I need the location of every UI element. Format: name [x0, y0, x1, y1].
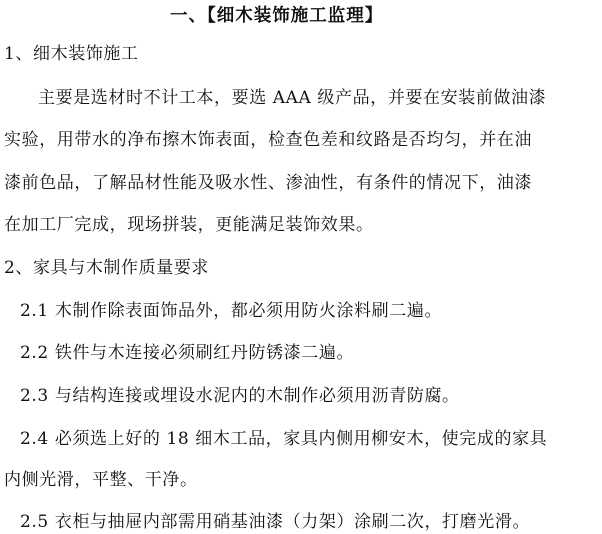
document-title: 一、【细木装饰施工监理】 — [170, 6, 384, 26]
section-1-paragraph-line-3: 漆前色品，了解品材性能及吸水性、渗油性，有条件的情况下，油漆 — [4, 173, 532, 193]
section-2-heading: 2、家具与木制作质量要求 — [4, 258, 210, 278]
section-2-item-3: 2.3 与结构连接或埋设水泥内的木制作必须用沥青防腐。 — [20, 386, 460, 406]
section-2-item-5: 2.5 衣柜与抽屉内部需用硝基油漆（力架）涂刷二次，打磨光滑。 — [20, 512, 531, 532]
section-1-paragraph-line-1: 主要是选材时不计工本，要选 AAA 级产品，并要在安装前做油漆 — [38, 88, 547, 108]
section-2-item-1: 2.1 木制作除表面饰品外，都必须用防火涂料刷二遍。 — [20, 301, 443, 321]
section-1-paragraph-line-4: 在加工厂完成，现场拼装，更能满足装饰效果。 — [4, 215, 374, 235]
section-2-item-4-line-2: 内侧光滑，平整、干净。 — [4, 470, 198, 490]
section-1-paragraph-line-2: 实验，用带水的净布擦木饰表面，检查色差和纹路是否均匀，并在油 — [4, 130, 532, 150]
section-1-heading: 1、细木装饰施工 — [4, 44, 139, 64]
section-2-item-2: 2.2 铁件与木连接必须刷红丹防锈漆二遍。 — [20, 343, 355, 363]
section-2-item-4-line-1: 2.4 必须选上好的 18 细木工品，家具内侧用柳安木，使完成的家具 — [20, 429, 548, 449]
